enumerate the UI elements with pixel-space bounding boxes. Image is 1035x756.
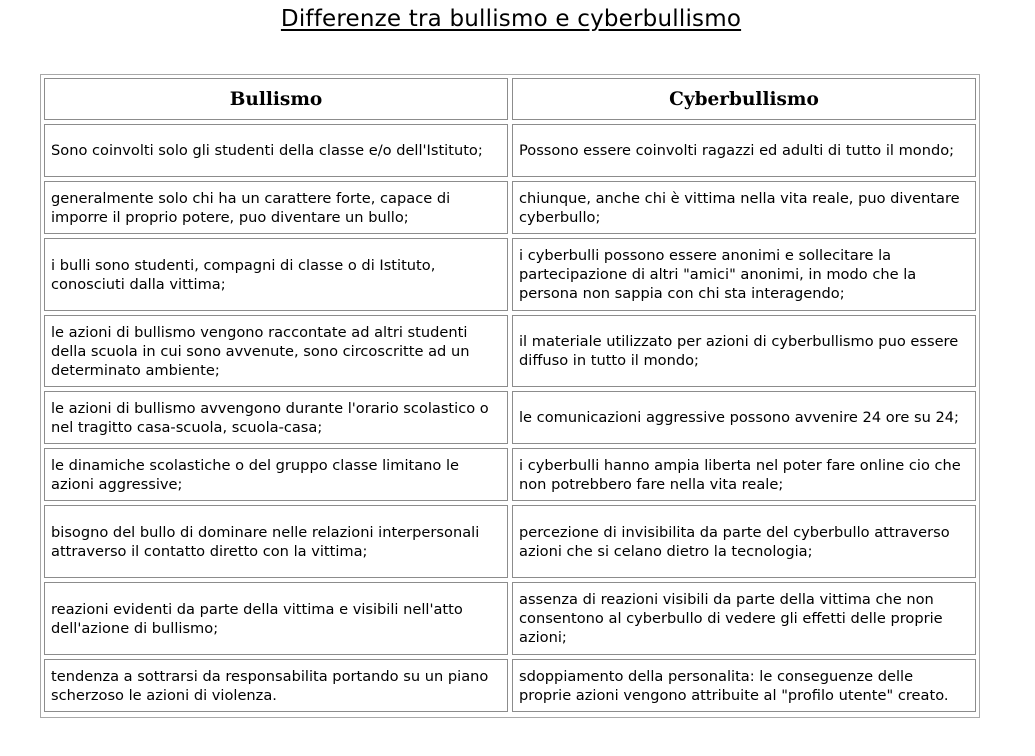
cell-bullismo: bisogno del bullo di dominare nelle relazioni interpersonali attraverso il contatto diretto con la vittima; xyxy=(44,505,508,578)
cell-bullismo: le azioni di bullismo vengono raccontate ad altri studenti della scuola in cui sono avvenute, sono circoscritte ad un determinato ambiente; xyxy=(44,315,508,387)
cell-cyberbullismo: assenza di reazioni visibili da parte della vittima che non consentono al cyberbullo di vedere gli effetti delle proprie azioni; xyxy=(512,582,976,655)
cell-cyberbullismo: Possono essere coinvolti ragazzi ed adulti di tutto il mondo; xyxy=(512,124,976,177)
page-title: Differenze tra bullismo e cyberbullismo xyxy=(280,6,742,32)
cell-bullismo: le azioni di bullismo avvengono durante l'orario scolastico o nel tragitto casa-scuola, scuola-casa; xyxy=(44,391,508,444)
table-row xyxy=(44,181,976,234)
table-row xyxy=(44,238,976,311)
cell-bullismo: le dinamiche scolastiche o del gruppo classe limitano le azioni aggressive; xyxy=(44,448,508,501)
comparison-table-frame xyxy=(40,74,980,718)
cell-bullismo: generalmente solo chi ha un carattere forte, capace di imporre il proprio potere, puo diventare un bullo; xyxy=(44,181,508,234)
table-row xyxy=(44,505,976,578)
cell-cyberbullismo: i cyberbulli hanno ampia liberta nel poter fare online cio che non potrebbero fare nella vita reale; xyxy=(512,448,976,501)
cell-bullismo: i bulli sono studenti, compagni di classe o di Istituto, conosciuti dalla vittima; xyxy=(44,238,508,311)
cell-cyberbullismo: percezione di invisibilita da parte del cyberbullo attraverso azioni che si celano dietro la tecnologia; xyxy=(512,505,976,578)
table-row xyxy=(44,391,976,444)
table-row xyxy=(44,124,976,177)
cell-bullismo: tendenza a sottrarsi da responsabilita portando su un piano scherzoso le azioni di violenza. xyxy=(44,659,508,712)
cell-cyberbullismo: le comunicazioni aggressive possono avvenire 24 ore su 24; xyxy=(512,391,976,444)
table-row xyxy=(44,582,976,655)
table-row xyxy=(44,659,976,712)
cell-cyberbullismo: i cyberbulli possono essere anonimi e sollecitare la partecipazione di altri "amici" anonimi, in modo che la persona non sappia con chi sta interagendo; xyxy=(512,238,976,311)
table-header-row xyxy=(44,78,976,120)
table-row xyxy=(44,448,976,501)
table-row xyxy=(44,315,976,387)
comparison-table xyxy=(40,74,980,716)
cell-cyberbullismo: sdoppiamento della personalita: le conseguenze delle proprie azioni vengono attribuite al "profilo utente" creato. xyxy=(512,659,976,712)
header-cyberbullismo: Cyberbullismo xyxy=(512,78,976,120)
cell-bullismo: Sono coinvolti solo gli studenti della classe e/o dell'Istituto; xyxy=(44,124,508,177)
cell-bullismo: reazioni evidenti da parte della vittima e visibili nell'atto dell'azione di bullismo; xyxy=(44,582,508,655)
cell-cyberbullismo: chiunque, anche chi è vittima nella vita reale, puo diventare cyberbullo; xyxy=(512,181,976,234)
header-bullismo: Bullismo xyxy=(44,78,508,120)
cell-cyberbullismo: il materiale utilizzato per azioni di cyberbullismo puo essere diffuso in tutto il mondo; xyxy=(512,315,976,387)
